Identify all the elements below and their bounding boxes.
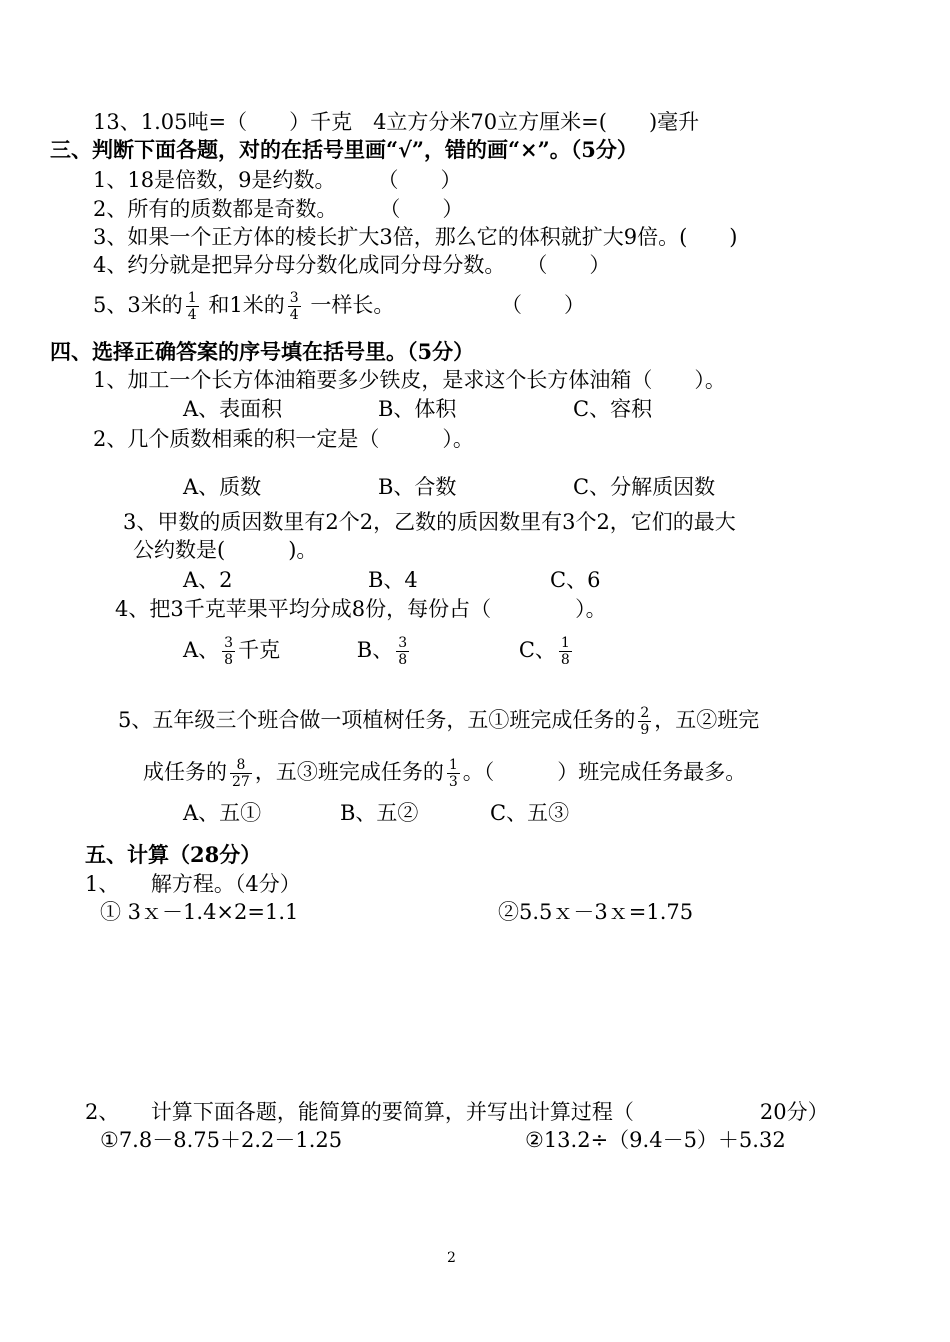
fraction: $\frac{1}{3}$ bbox=[448, 757, 458, 790]
sec4-q2: 2、几个质数相乘的积一定是（ ）。 bbox=[93, 427, 474, 451]
fraction: $\frac{8}{27}$ bbox=[232, 757, 250, 790]
sec4-q3: 3、甲数的质因数里有2个2，乙数的质因数里有3个2，它们的最大 bbox=[123, 510, 736, 534]
q3-option-c: C、6 bbox=[550, 568, 601, 592]
fraction: $\frac{1}{8}$ bbox=[560, 635, 570, 668]
section3-title: 三、判断下面各题，对的在括号里画“√”，错的画“×”。（5分） bbox=[50, 137, 638, 162]
q13: 13、1.05吨=（ ）千克 4立方分米70立方厘米=( )毫升 bbox=[93, 110, 700, 134]
section4-title: 四、选择正确答案的序号填在括号里。（5分） bbox=[50, 339, 475, 364]
unit: 千克 bbox=[238, 638, 281, 662]
q1-option-b: B、体积 bbox=[378, 397, 457, 421]
equation-2: ②5.5ｘ－3ｘ=1.75 bbox=[498, 900, 694, 924]
q5-option-c: C、五③ bbox=[490, 801, 570, 825]
text: 5、五年级三个班合做一项植树任务，五①班完成任务的 bbox=[118, 708, 636, 732]
text: ，五③班完成任务的 bbox=[254, 760, 444, 784]
q3-option-a: A、2 bbox=[183, 568, 233, 592]
sec4-q3-cont: 公约数是( )。 bbox=[133, 538, 318, 562]
q1-option-a: A、表面积 bbox=[183, 397, 283, 421]
option-a-label: A、 bbox=[183, 638, 220, 662]
text: 一样长。 bbox=[310, 293, 395, 317]
sec3-item-4: 4、约分就是把异分母分数化成同分母分数。 （ ） bbox=[93, 253, 611, 277]
sec4-q4: 4、把3千克苹果平均分成8份，每份占（ ）。 bbox=[115, 597, 607, 621]
sec3-item-5 bbox=[93, 285, 585, 325]
sec3-item-1: 1、18是倍数，9是约数。 （ ） bbox=[93, 168, 462, 192]
answer-blank: （ ） bbox=[501, 293, 586, 317]
option-c-label: C、 bbox=[518, 638, 556, 662]
calc-1: ①7.8－8.75＋2.2－1.25 bbox=[100, 1128, 343, 1152]
q4-options bbox=[183, 628, 575, 672]
fraction: $\frac{2}{9}$ bbox=[640, 705, 650, 738]
q3-option-b: B、4 bbox=[368, 568, 418, 592]
sec3-item-2: 2、所有的质数都是奇数。 （ ） bbox=[93, 197, 464, 221]
text: 成任务的 bbox=[143, 760, 227, 784]
q5-option-b: B、五② bbox=[340, 801, 419, 825]
fraction: $\frac{1}{4}$ bbox=[187, 290, 197, 323]
equation-1: ① 3ｘ－1.4×2=1.1 bbox=[100, 900, 299, 924]
option-b-label: B、 bbox=[356, 638, 394, 662]
q5-option-a: A、五① bbox=[183, 801, 262, 825]
sec4-q1: 1、加工一个长方体油箱要多少铁皮，是求这个长方体油箱（ ）。 bbox=[93, 368, 726, 392]
fraction: $\frac{3}{8}$ bbox=[398, 635, 408, 668]
fraction: $\frac{3}{8}$ bbox=[224, 635, 234, 668]
q2-option-a: A、质数 bbox=[183, 475, 262, 499]
text: 。（ ）班完成任务最多。 bbox=[462, 760, 747, 784]
section5-title: 五、计算（28分） bbox=[85, 842, 262, 867]
fraction: $\frac{3}{4}$ bbox=[289, 290, 299, 323]
text: 和1米的 bbox=[208, 293, 285, 317]
page-number: 2 bbox=[447, 1250, 456, 1266]
sec5-q2: 2、 计算下面各题，能简算的要简算，并写出计算过程（ 20分） bbox=[85, 1100, 829, 1124]
q1-option-c: C、容积 bbox=[573, 397, 653, 421]
sec4-q5-cont bbox=[143, 750, 746, 794]
sec3-item-3: 3、如果一个正方体的棱长扩大3倍，那么它的体积就扩大9倍。( ) bbox=[93, 225, 738, 249]
q2-option-b: B、合数 bbox=[378, 475, 457, 499]
text: 5、3米的 bbox=[93, 293, 183, 317]
q2-option-c: C、分解质因数 bbox=[573, 475, 716, 499]
text: ，五②班完 bbox=[654, 708, 760, 732]
sec5-q1: 1、 解方程。（4分） bbox=[85, 872, 301, 896]
sec4-q5 bbox=[118, 698, 759, 742]
calc-2: ②13.2÷（9.4－5）＋5.32 bbox=[525, 1128, 786, 1152]
